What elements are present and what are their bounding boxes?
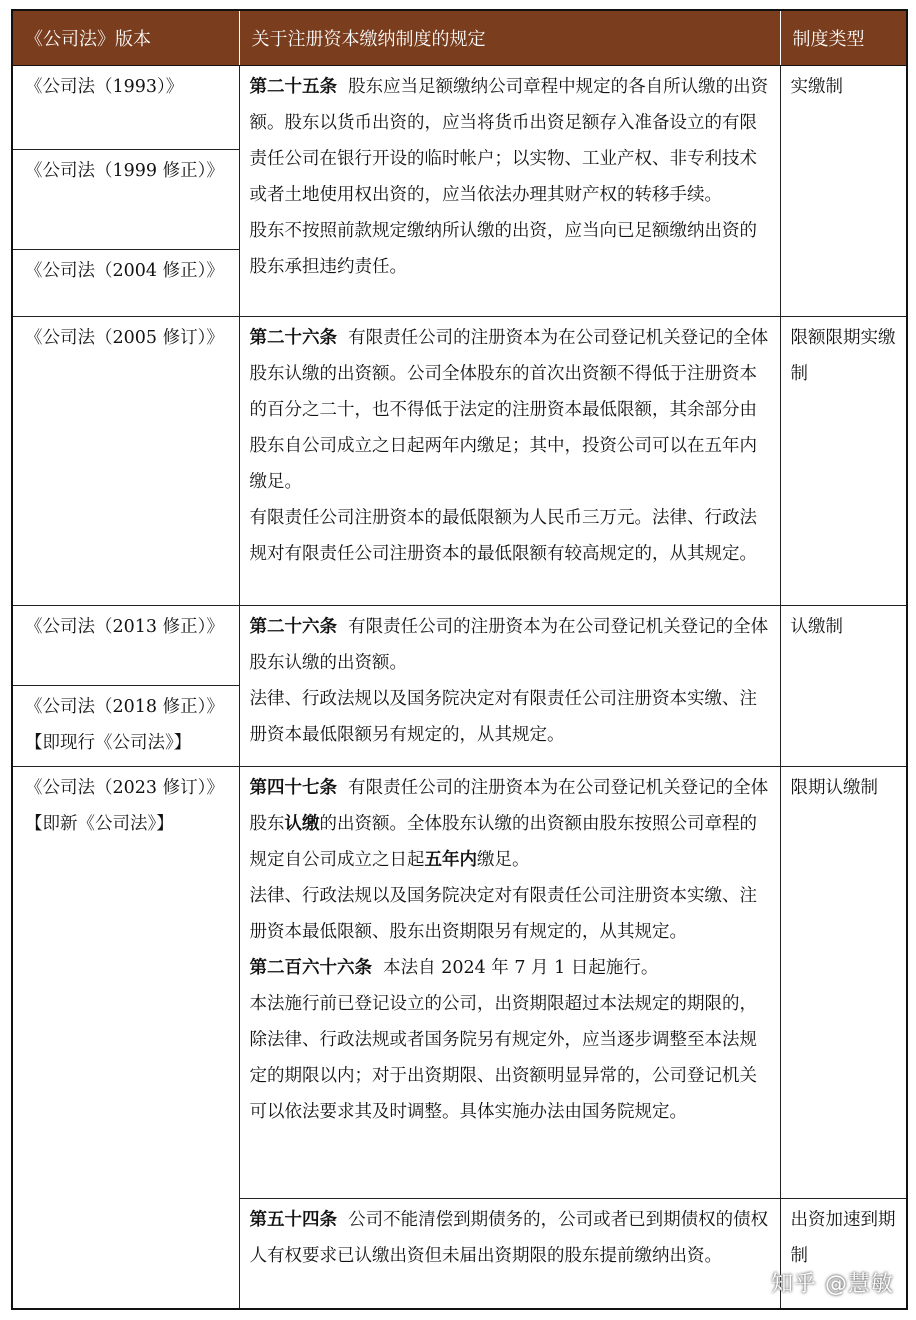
provision-text: 有限责任公司的注册资本为在公司登记机关登记的全体股东认缴的出资额。 <box>249 617 769 673</box>
provision-cell <box>239 66 780 317</box>
provision-text: 股东应当足额缴纳公司章程中规定的各自所认缴的出资额。股东以货币出资的，应当将货币出资足额存入准备设立的有限责任公司在银行开设的临时帐户；以实物、工业产权、非专利技术或者土地使用权出资的，应当依法办理其财产权的转移手续。 <box>249 77 769 205</box>
provision-text: 有限责任公司的注册资本为在公司登记机关登记的全体股东认缴的出资额。公司全体股东的首次出资额不得低于注册资本的百分之二十，也不得低于法定的注册资本最低限额，其余部分由股东自公司成立之日起两年内缴足；其中，投资公司可以在五年内缴足。 <box>249 328 769 492</box>
article-number: 第二十六条 <box>249 328 337 348</box>
header-system-type: 制度类型 <box>780 10 907 66</box>
provision-paragraph <box>250 1202 770 1274</box>
version-2023: 《公司法（2023 修订）》 <box>25 778 224 798</box>
provision-text: 本法自 2024 年 7 月 1 日起施行。 <box>383 958 659 978</box>
version-2018-block <box>13 685 239 761</box>
article-number: 第二百六十六条 <box>249 958 372 978</box>
provision-paragraph <box>250 609 770 681</box>
provision-paragraph: 有限责任公司注册资本的最低限额为人民币三万元。法律、行政法规对有限责任公司注册资本的最低限额有较高规定的，从其规定。 <box>249 508 757 564</box>
system-type-cell: 认缴制 <box>780 606 907 767</box>
version-2005: 《公司法（2005 修订）》 <box>25 328 224 348</box>
version-cell <box>12 606 239 767</box>
emphasis-five-years: 五年内 <box>424 850 477 870</box>
table-header-row <box>12 10 907 66</box>
provision-paragraph <box>250 770 770 878</box>
system-type-cell: 出资加速到期制 <box>780 1199 907 1309</box>
table-row <box>12 767 907 1199</box>
version-note-current: 【即现行《公司法》】 <box>25 733 192 753</box>
provision-text: 有限责任公司的注册资本为在公司登记机关登记的全体股东 <box>249 778 769 834</box>
version-2013: 《公司法（2013 修正）》 <box>25 617 224 637</box>
version-1993: 《公司法（1993）》 <box>25 77 184 97</box>
version-2018: 《公司法（2018 修正）》 <box>25 697 224 717</box>
provision-text: 的出资额。全体股东认缴的出资额由股东按照公司章程的规定自公司成立之日起 <box>249 814 757 870</box>
table-row <box>12 606 907 767</box>
system-type-cell: 实缴制 <box>780 66 907 317</box>
system-type-cell: 限额限期实缴制 <box>780 317 907 606</box>
provision-paragraph: 本法施行前已登记设立的公司，出资期限超过本法规定的期限的，除法律、行政法规或者国务院另有规定外，应当逐步调整至本法规定的期限以内；对于出资期限、出资额明显异常的，公司登记机关可以依法要求其及时调整。具体实施办法由国务院规定。 <box>249 994 757 1122</box>
provision-paragraph: 法律、行政法规以及国务院决定对有限责任公司注册资本实缴、注册资本最低限额另有规定的，从其规定。 <box>249 689 757 745</box>
article-number: 第五十四条 <box>249 1210 337 1230</box>
version-2004: 《公司法（2004 修正）》 <box>13 249 239 289</box>
provision-text: 缴足。 <box>477 850 530 870</box>
emphasis-subscribe: 认缴 <box>284 814 320 834</box>
provision-paragraph: 法律、行政法规以及国务院决定对有限责任公司注册资本实缴、注册资本最低限额、股东出资期限另有规定的，从其规定。 <box>249 886 757 942</box>
version-cell <box>12 317 239 606</box>
header-provision: 关于注册资本缴纳制度的规定 <box>239 10 780 66</box>
version-cell <box>12 66 239 317</box>
header-version: 《公司法》版本 <box>12 10 239 66</box>
provision-paragraph <box>250 69 770 213</box>
article-number: 第二十五条 <box>249 77 337 97</box>
article-number: 第二十六条 <box>249 617 337 637</box>
article-number: 第四十七条 <box>249 778 337 798</box>
table-row <box>12 317 907 606</box>
provision-cell <box>239 1199 780 1309</box>
version-note-new: 【即新《公司法》】 <box>25 814 174 834</box>
provision-paragraph <box>250 320 770 500</box>
provision-paragraph <box>250 950 770 986</box>
version-cell <box>12 767 239 1309</box>
system-type-cell: 限期认缴制 <box>780 767 907 1199</box>
provision-cell <box>239 606 780 767</box>
table-row <box>12 66 907 317</box>
provision-cell <box>239 767 780 1199</box>
provision-cell <box>239 317 780 606</box>
provision-paragraph: 股东不按照前款规定缴纳所认缴的出资，应当向已足额缴纳出资的股东承担违约责任。 <box>249 221 757 277</box>
watermark: 知乎 @慧敏 <box>771 1272 894 1297</box>
version-1999: 《公司法（1999 修正）》 <box>13 149 239 249</box>
company-law-table <box>11 9 908 1310</box>
provision-text: 公司不能清偿到期债务的，公司或者已到期债权的债权人有权要求已认缴出资但未届出资期限的股东提前缴纳出资。 <box>249 1210 769 1266</box>
